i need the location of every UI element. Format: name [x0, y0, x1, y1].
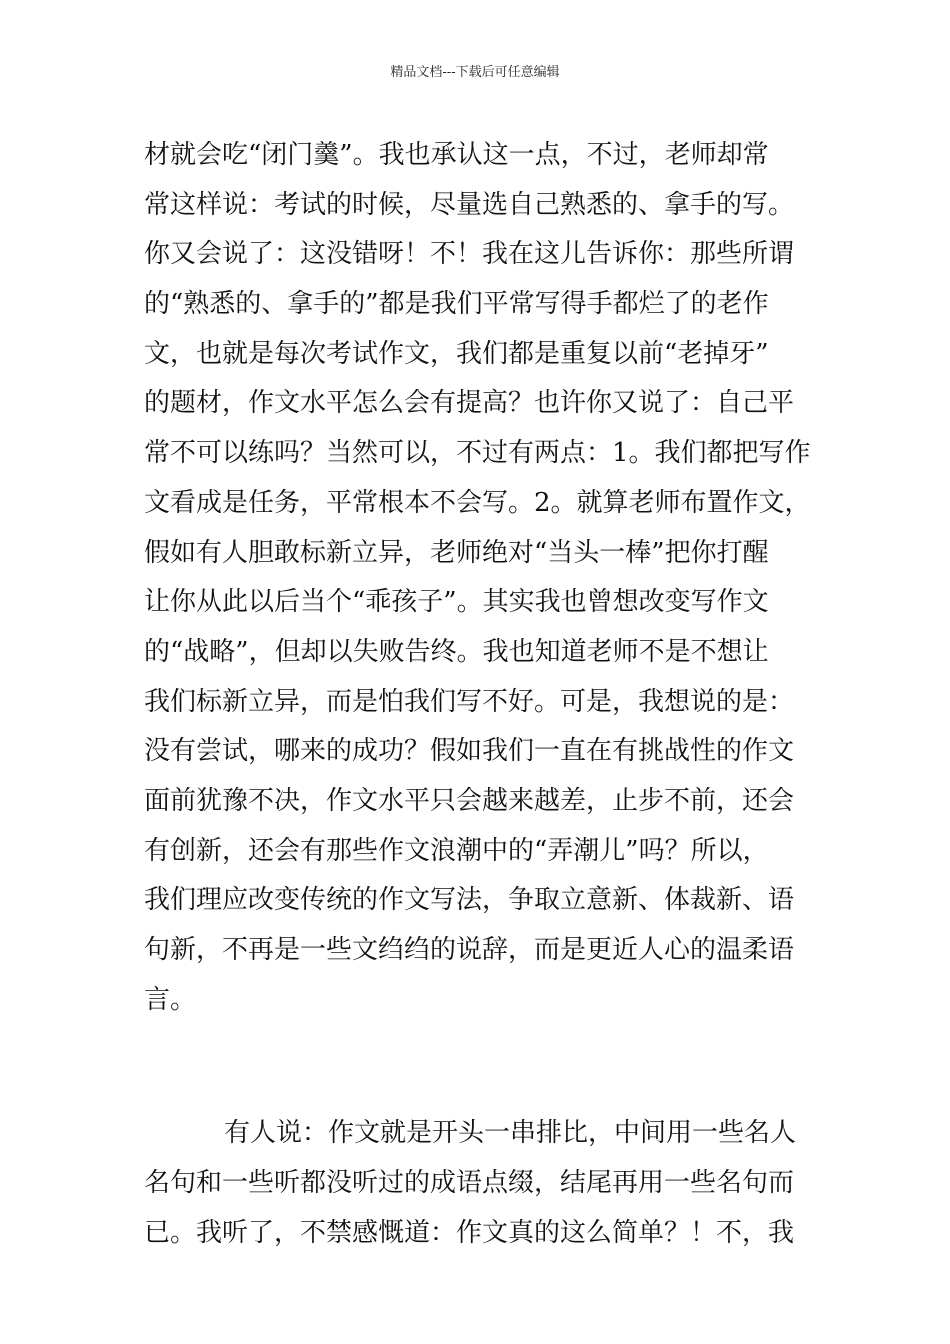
- text-line: 的题材，作文水平怎么会有提高？也许你又说了：自己平: [144, 388, 795, 419]
- text-line: 句新，不再是一些文绉绉的说辞，而是更近人心的温柔语: [144, 935, 795, 965]
- text-line: 的“熟悉的、拿手的”都是我们平常写得手都烂了的老作: [144, 289, 769, 320]
- document-body: [144, 131, 811, 1258]
- text-line: 已。我听了，不禁感慨道：作文真的这么简单？！不，我: [144, 1217, 795, 1248]
- text-line: 我们理应改变传统的作文写法，争取立意新、体裁新、语: [144, 885, 795, 916]
- text-line: 面前犹豫不决，作文水平只会越来越差，止步不前，还会: [144, 785, 795, 816]
- text-line: 文看成是任务，平常根本不会写。2。就算老师布置作文，: [144, 487, 811, 518]
- text-line: 我们标新立异，而是怕我们写不好。可是，我想说的是：: [144, 686, 795, 717]
- text-line: 的“战略”，但却以失败告终。我也知道老师不是不想让: [144, 636, 769, 667]
- text-line: 文，也就是每次考试作文，我们都是重复以前“老掉牙”: [144, 338, 769, 369]
- text-line: 你又会说了：这没错呀！不！我在这儿告诉你：那些所谓: [144, 239, 795, 270]
- text-line: 常这样说：考试的时候，尽量选自己熟悉的、拿手的写。: [144, 189, 795, 220]
- text-line: 常不可以练吗？当然可以，不过有两点：1。我们都把写作: [144, 438, 811, 469]
- text-line: 有创新，还会有那些作文浪潮中的“弄潮儿”吗？所以，: [144, 835, 769, 866]
- text-line: 言。: [144, 984, 197, 1015]
- page-header: 精品文档---下载后可任意编辑: [390, 65, 560, 80]
- paragraph-spacer: [144, 1025, 808, 1109]
- text-line: 有人说：作文就是开头一串排比，中间用一些名人: [224, 1118, 797, 1149]
- text-line: 没有尝试，哪来的成功？假如我们一直在有挑战性的作文: [144, 736, 795, 767]
- text-line: 名句和一些听都没听过的成语点缀，结尾再用一些名句而: [144, 1168, 795, 1199]
- text-line: 让你从此以后当个“乖孩子”。其实我也曾想改变写作文: [144, 587, 769, 618]
- text-line: 材就会吃“闭门羹”。我也承认这一点，不过，老师却常: [144, 140, 769, 170]
- paragraph-2: [144, 1109, 808, 1258]
- paragraph-1: [144, 131, 811, 1025]
- text-line: 假如有人胆敢标新立异，老师绝对“当头一棒”把你打醒: [144, 537, 769, 568]
